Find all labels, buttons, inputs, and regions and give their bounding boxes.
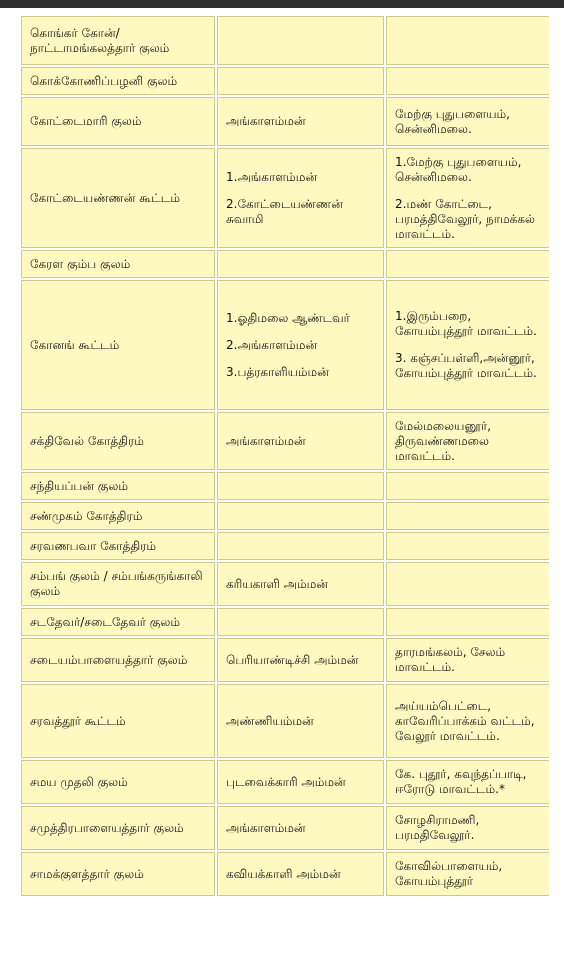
table-row [21,472,549,500]
top-status-strip [0,0,564,8]
table-row [21,806,549,850]
table-row [21,852,549,896]
place-cell [386,852,549,896]
deity-entry: பெரியாண்டிச்சி அம்மன் [226,652,359,667]
deity-cell [217,67,384,95]
deity-entry: கரியகாளி அம்மன் [226,576,328,591]
place-entry: மேல்மலையனூர், திருவண்ணமலை மாவட்டம். [395,418,492,463]
deity-cell [217,148,384,248]
clan-name-cell: சமுத்திரபாளையத்தார் குலம் [21,806,215,850]
place-entry: தாரமங்கலம், சேலம் மாவட்டம். [395,645,506,674]
deity-cell [217,16,384,65]
clan-name-cell: சண்முகம் கோத்திரம் [21,502,215,530]
deity-cell [217,532,384,560]
clan-name-cell: சமய முதலி குலம் [21,760,215,804]
place-entry: 2.மண் கோட்டை, பரமத்திவேலூர், நாமக்கல் மாவட்டம். [395,196,535,241]
clan-table-container[interactable] [19,14,549,936]
deity-cell [217,250,384,278]
table-row [21,684,549,758]
deity-entry: அண்ணியம்மன் [226,713,314,728]
table-row [21,250,549,278]
place-cell [386,502,549,530]
place-entry: கோவில்பாளையம், கோயம்புத்தூர் [395,859,503,888]
table-row [21,562,549,606]
place-cell [386,638,549,682]
clan-name-cell: கோனங் கூட்டம் [21,280,215,410]
place-entry: அய்யம்பெட்டை, காவேரிப்பாக்கம் வட்டம், வேலூர் மாவட்டம். [395,698,535,743]
place-cell [386,280,549,410]
deity-cell [217,684,384,758]
clan-table-body [21,16,549,896]
place-entry: சோழசிராமணி, பரமதிவேலூர். [395,813,480,842]
deity-cell [217,608,384,636]
deity-cell [217,760,384,804]
deity-entry: 1.ஓதிமலை ஆண்டவர் [226,310,350,325]
bottom-margin [0,936,564,960]
clan-name-cell: கோட்டையண்ணன் கூட்டம் [21,148,215,248]
place-entry: மேற்கு புதுபளையம், சென்னிமலை. [395,106,510,136]
place-cell [386,250,549,278]
deity-cell [217,97,384,146]
deity-cell [217,806,384,850]
clan-name-cell: கொக்கோணிப்பழனி குலம் [21,67,215,95]
place-cell [386,67,549,95]
place-cell [386,97,549,146]
deity-entry: 1.அங்காளம்மன் [226,169,318,184]
deity-entry: அங்காளம்மன் [226,820,306,835]
place-cell [386,532,549,560]
place-cell [386,608,549,636]
clan-name-cell: சரவத்தூர் கூட்டம் [21,684,215,758]
place-cell [386,684,549,758]
clan-name-cell: சாமக்குளத்தார் குலம் [21,852,215,896]
place-entry: 3. கஞ்சப்பள்ளி,அன்னூர், கோயம்புத்தூர் மாவட்டம். [395,351,537,380]
clan-name-cell: சரவணபவா கோத்திரம் [21,532,215,560]
place-entry: 1.இரும்பறை, கோயம்புத்தூர் மாவட்டம். [395,309,537,338]
place-entry: 1.மேற்கு புதுபளையம், சென்னிமலை. [395,154,522,184]
table-row [21,502,549,530]
table-row [21,67,549,95]
clan-name-cell: கொங்கர் கோன்/ நாட்டாமங்கலத்தார் குலம் [21,16,215,65]
deity-entry: 3.பத்ரகாளியம்மன் [226,364,329,379]
deity-entry: 2.அங்காளம்மன் [226,337,318,352]
place-cell [386,472,549,500]
table-row [21,280,549,410]
table-row [21,760,549,804]
deity-cell [217,562,384,606]
place-cell [386,148,549,248]
deity-entry: அங்காளம்மன் [226,433,306,448]
place-cell [386,412,549,470]
deity-cell [217,638,384,682]
place-entry: கே. புதூர், கவுந்தப்பாடி, ஈரோடு மாவட்டம்.* [395,767,527,796]
deity-entry: கவியக்காளி அம்மன் [226,866,341,881]
table-row [21,97,549,146]
place-cell [386,16,549,65]
deity-cell [217,472,384,500]
clan-name-cell: சம்பங் குலம் / சம்பங்கருங்காலி குலம் [21,562,215,606]
clan-name-cell: கோட்டைமாரி குலம் [21,97,215,146]
deity-cell [217,502,384,530]
deity-entry: அங்காளம்மன் [226,114,306,128]
clan-name-cell: சக்திவேல் கோத்திரம் [21,412,215,470]
table-row [21,16,549,65]
place-cell [386,562,549,606]
table-row [21,608,549,636]
clan-deity-table [19,14,549,898]
clan-name-cell: கேரள கும்ப குலம் [21,250,215,278]
table-row [21,638,549,682]
deity-cell [217,852,384,896]
place-cell [386,760,549,804]
place-cell [386,806,549,850]
clan-name-cell: சடதேவர்/சடைதேவர் குலம் [21,608,215,636]
clan-name-cell: சடையம்பாளையத்தார் குலம் [21,638,215,682]
table-row [21,532,549,560]
clan-name-cell: சந்தியப்பன் குலம் [21,472,215,500]
deity-cell [217,412,384,470]
deity-cell [217,280,384,410]
deity-entry: 2.கோட்டையண்ணன் சுவாமி [226,196,343,226]
deity-entry: புடவைக்காரி அம்மன் [226,774,346,789]
table-row [21,148,549,248]
table-row [21,412,549,470]
